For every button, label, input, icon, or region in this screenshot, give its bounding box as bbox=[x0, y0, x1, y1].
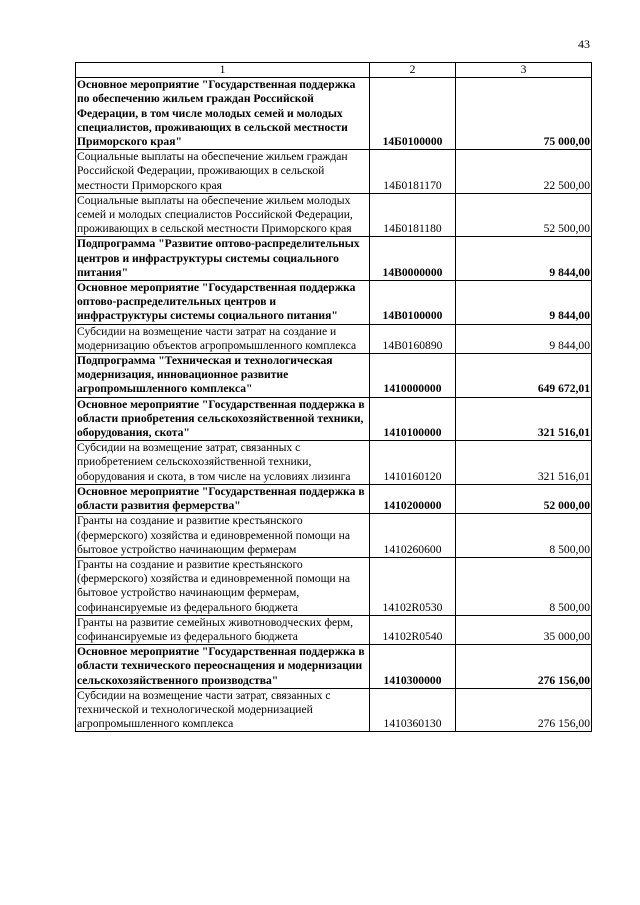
row-description: Основное мероприятие "Государственная поддержка оптово-распределительных центров и инфраструктуры системы социального питания" bbox=[76, 281, 370, 325]
row-target-code: 1410300000 bbox=[370, 645, 456, 689]
page-number: 43 bbox=[578, 37, 590, 51]
row-amount: 276 156,00 bbox=[456, 645, 592, 689]
table-row bbox=[76, 397, 592, 441]
row-target-code: 14Б0181170 bbox=[370, 150, 456, 194]
table-header bbox=[76, 63, 592, 78]
row-amount: 75 000,00 bbox=[456, 78, 592, 150]
table-row bbox=[76, 688, 592, 732]
row-target-code: 1410200000 bbox=[370, 484, 456, 513]
row-amount: 8 500,00 bbox=[456, 557, 592, 615]
row-description: Субсидии на возмещение части затрат на создание и модернизацию объектов агропромышленного комплекса bbox=[76, 324, 370, 353]
table-row bbox=[76, 78, 592, 150]
row-amount: 321 516,01 bbox=[456, 397, 592, 441]
row-description: Основное мероприятие "Государственная поддержка по обеспечению жильем граждан Российской Федерации, в том числе молодых семей и молодых специалистов, проживающих в сельской местности Приморского края" bbox=[76, 78, 370, 150]
table-row bbox=[76, 150, 592, 194]
table-row bbox=[76, 237, 592, 281]
row-target-code: 1410160120 bbox=[370, 441, 456, 485]
row-target-code: 1410360130 bbox=[370, 688, 456, 732]
row-description: Основное мероприятие "Государственная поддержка в области технического переоснащения и модернизации сельскохозяйственного производства" bbox=[76, 645, 370, 689]
table-row bbox=[76, 514, 592, 558]
row-description: Подпрограмма "Развитие оптово-распределительных центров и инфраструктуры системы социального питания" bbox=[76, 237, 370, 281]
column-header-3: 3 bbox=[456, 63, 592, 78]
row-description: Гранты на создание и развитие крестьянского (фермерского) хозяйства и единовременной помощи на бытовое устройство начинающим фермерам bbox=[76, 514, 370, 558]
row-target-code: 14В0100000 bbox=[370, 281, 456, 325]
row-amount: 22 500,00 bbox=[456, 150, 592, 194]
row-amount: 9 844,00 bbox=[456, 324, 592, 353]
row-target-code: 14В0160890 bbox=[370, 324, 456, 353]
table-row bbox=[76, 281, 592, 325]
row-description: Основное мероприятие "Государственная поддержка в области развития фермерства" bbox=[76, 484, 370, 513]
budget-table bbox=[75, 62, 592, 732]
row-description: Гранты на создание и развитие крестьянского (фермерского) хозяйства и единовременной помощи на бытовое устройство начинающим фермерам, софинансируемые из федерального бюджета bbox=[76, 557, 370, 615]
table-row bbox=[76, 441, 592, 485]
row-description: Социальные выплаты на обеспечение жильем граждан Российской Федерации, проживающих в сельской местности Приморского края bbox=[76, 150, 370, 194]
table-body bbox=[76, 78, 592, 732]
row-amount: 649 672,01 bbox=[456, 354, 592, 398]
row-target-code: 1410100000 bbox=[370, 397, 456, 441]
row-amount: 52 500,00 bbox=[456, 193, 592, 237]
row-target-code: 14В0000000 bbox=[370, 237, 456, 281]
row-target-code: 1410260600 bbox=[370, 514, 456, 558]
row-amount: 8 500,00 bbox=[456, 514, 592, 558]
row-amount: 9 844,00 bbox=[456, 237, 592, 281]
column-header-1: 1 bbox=[76, 63, 370, 78]
table-row bbox=[76, 557, 592, 615]
row-description: Подпрограмма "Техническая и технологическая модернизация, инновационное развитие агропромышленного комплекса" bbox=[76, 354, 370, 398]
table-row bbox=[76, 615, 592, 644]
row-target-code: 14102R0530 bbox=[370, 557, 456, 615]
table-row bbox=[76, 484, 592, 513]
row-amount: 52 000,00 bbox=[456, 484, 592, 513]
row-target-code: 14Б0100000 bbox=[370, 78, 456, 150]
row-amount: 9 844,00 bbox=[456, 281, 592, 325]
row-description: Субсидии на возмещение затрат, связанных с приобретением сельскохозяйственной техники, оборудования и скота, в том числе на условиях лизинга bbox=[76, 441, 370, 485]
table-row bbox=[76, 645, 592, 689]
row-target-code: 1410000000 bbox=[370, 354, 456, 398]
row-description: Основное мероприятие "Государственная поддержка в области приобретения сельскохозяйственной техники, оборудования, скота" bbox=[76, 397, 370, 441]
row-description: Гранты на развитие семейных животноводческих ферм, софинансируемые из федерального бюджета bbox=[76, 615, 370, 644]
table-row bbox=[76, 193, 592, 237]
row-amount: 276 156,00 bbox=[456, 688, 592, 732]
row-amount: 321 516,01 bbox=[456, 441, 592, 485]
row-target-code: 14102R0540 bbox=[370, 615, 456, 644]
row-description: Социальные выплаты на обеспечение жильем молодых семей и молодых специалистов Российской Федерации, проживающих в сельской местности Приморского края bbox=[76, 193, 370, 237]
row-amount: 35 000,00 bbox=[456, 615, 592, 644]
table-row bbox=[76, 354, 592, 398]
table-row bbox=[76, 324, 592, 353]
row-description: Субсидии на возмещение части затрат, связанных с технической и технологической модернизацией агропромышленного комплекса bbox=[76, 688, 370, 732]
header-row bbox=[76, 63, 592, 78]
column-header-2: 2 bbox=[370, 63, 456, 78]
row-target-code: 14Б0181180 bbox=[370, 193, 456, 237]
